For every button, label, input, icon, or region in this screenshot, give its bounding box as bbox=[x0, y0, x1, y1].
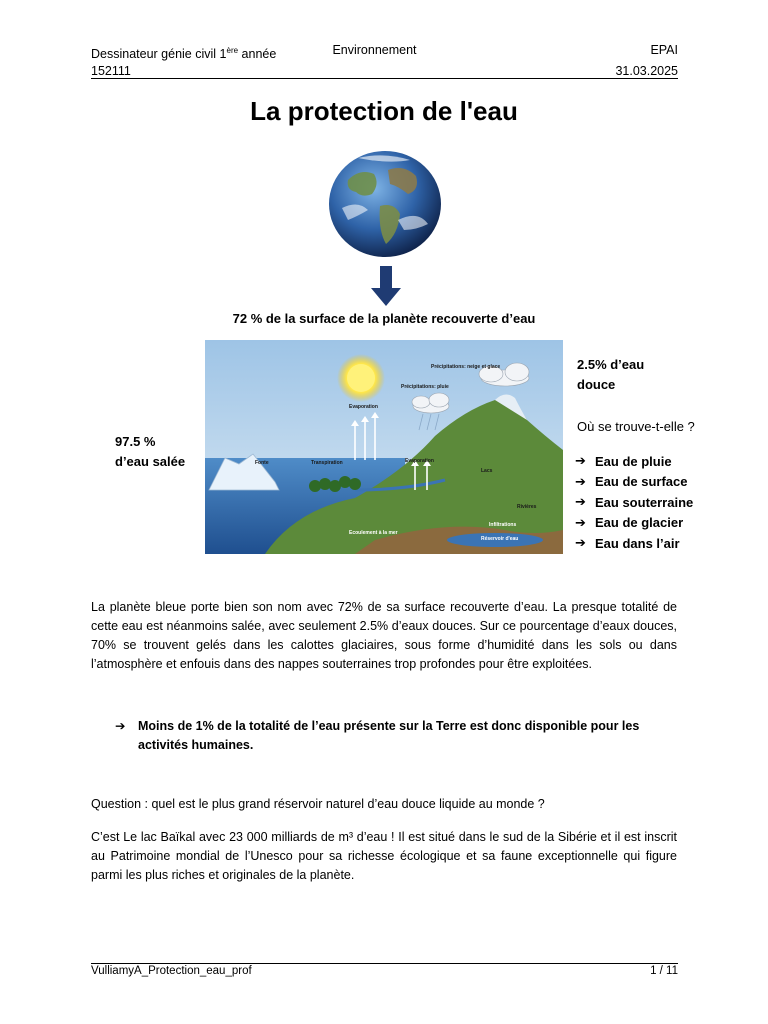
label-rivieres: Rivières bbox=[517, 504, 537, 510]
fresh-water-locations bbox=[575, 451, 693, 554]
label-transpiration: Transpiration bbox=[311, 460, 343, 466]
label-evaporation-top: Evaporation bbox=[349, 404, 378, 410]
label-precip-rain: Précipitations: pluie bbox=[401, 384, 449, 390]
arrow-right-icon: ➔ bbox=[575, 535, 586, 551]
page-number: 1 / 11 bbox=[650, 965, 678, 977]
highlight-text: Moins de 1% de la totalité de l’eau présente sur la Terre est donc disponible pour les activités humaines. bbox=[138, 719, 640, 752]
label-lacs: Lacs bbox=[481, 468, 493, 474]
earth-caption: 72 % de la surface de la planète recouverte d’eau bbox=[232, 311, 536, 326]
footer-divider bbox=[91, 963, 678, 964]
label-fonte: Fonte bbox=[255, 460, 269, 466]
fresh-water-label: 2.5% d’eau douce bbox=[577, 357, 645, 392]
label-reservoir: Réservoir d'eau bbox=[481, 536, 519, 542]
list-item: ➔ Eau dans l’air bbox=[575, 535, 680, 551]
page-footer bbox=[91, 965, 678, 977]
label-ecoulement: Ecoulement à la mer bbox=[349, 530, 398, 536]
subject: Environnement bbox=[332, 43, 417, 57]
header-divider bbox=[91, 78, 678, 79]
arrow-right-icon: ➔ bbox=[575, 473, 586, 489]
water-cycle-diagram bbox=[205, 340, 563, 554]
fresh-water-question: Où se trouve-t-elle ? bbox=[577, 419, 695, 434]
down-arrow-icon bbox=[371, 266, 401, 306]
school: EPAI bbox=[650, 43, 678, 57]
footer-filename: VulliamyA_Protection_eau_prof bbox=[91, 965, 252, 977]
page-header bbox=[91, 42, 678, 80]
answer-paragraph: C’est Le lac Baïkal avec 23 000 milliards de m³ d’eau ! Il est situé dans le sud de la Sibérie et il est inscrit au Patrimoine mondial de l’Unesco pour sa richesse écologique et sa faune exceptionnelle qui figure parmi les plus riches et originales de la planète. bbox=[91, 830, 677, 882]
earth-image bbox=[328, 150, 442, 258]
arrow-right-icon: ➔ bbox=[575, 453, 586, 469]
salt-water-label: 97.5 % d’eau salée bbox=[115, 434, 186, 469]
highlight-bullet bbox=[115, 717, 680, 755]
course-code: 152111 bbox=[91, 64, 131, 79]
label-evaporation-mid: Evaporation bbox=[405, 458, 434, 464]
arrow-right-icon: ➔ bbox=[115, 719, 126, 733]
list-item: ➔ Eau de glacier bbox=[575, 514, 684, 531]
course-title: Dessinateur génie civil 1ère année bbox=[91, 46, 277, 62]
label-precip-snow: Précipitations: neige et glace bbox=[431, 364, 501, 370]
label-infiltrations: Infiltrations bbox=[489, 522, 517, 528]
arrow-right-icon: ➔ bbox=[575, 514, 586, 530]
arrow-right-icon: ➔ bbox=[575, 494, 586, 510]
question-text: Question : quel est le plus grand réservoir naturel d’eau douce liquide au monde ? bbox=[91, 797, 545, 811]
list-item: ➔ Eau souterraine bbox=[575, 494, 694, 510]
page-title: La protection de l'eau bbox=[250, 96, 518, 126]
list-item: ➔ Eau de pluie bbox=[575, 453, 672, 469]
intro-paragraph: La planète bleue porte bien son nom avec 72% de sa surface recouverte d’eau. La presque totalité de cette eau est néanmoins salée, avec seulement 2.5% d’eaux douces. Sur ce pourcentage d’eaux douces, 70% se trouvent gelés dans les calottes glaciaires, sous forme d’humidité dans les sols ou dans l’atmosphère et enfouis dans des nappes souterraines trop profondes pour être exploitées. bbox=[91, 600, 677, 671]
list-item: ➔ Eau de surface bbox=[575, 473, 688, 490]
date: 31.03.2025 bbox=[615, 64, 678, 79]
